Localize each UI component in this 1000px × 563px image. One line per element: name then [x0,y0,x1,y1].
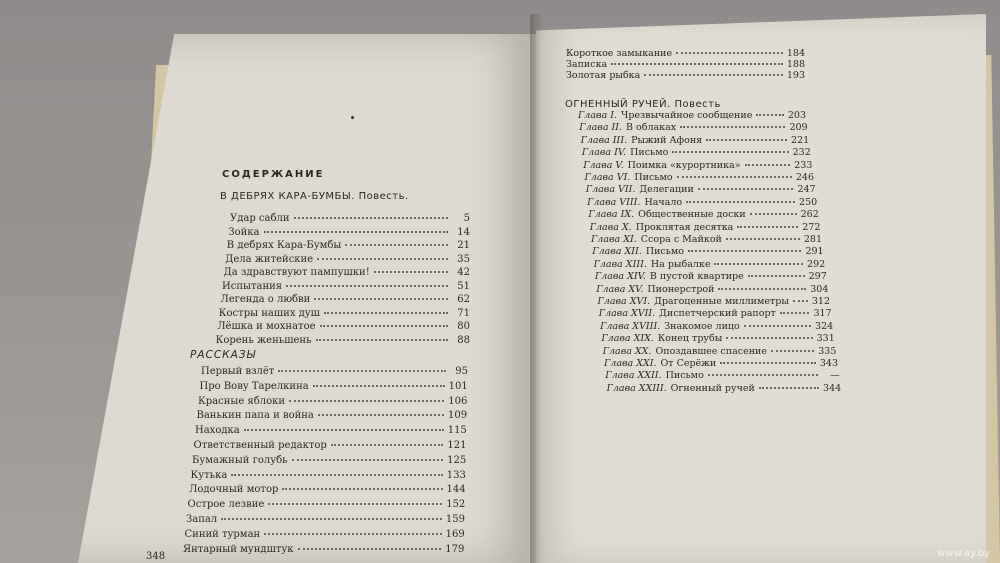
entry-title: Лодочный мотор [189,484,279,496]
dot-leader [644,73,783,76]
dot-leader [264,532,441,535]
toc-entry [578,109,806,122]
entry-page-number: 5 [463,213,470,224]
dot-leader [221,517,442,520]
chapter-number: Глава XI. [591,234,637,245]
entry-title: Письмо [645,246,685,258]
entry-page-number: 133 [446,469,466,481]
toc-entry [605,369,839,382]
entry-title: Испытания [222,280,283,292]
entry-page-number: 106 [448,395,468,407]
toc-entry [192,454,466,467]
chapter-number: Глава I. [578,110,617,121]
toc-entry [586,183,816,196]
entry-page-number: 184 [786,48,805,59]
toc-entry [604,357,838,370]
entry-title: Поимка «курортника» [627,159,741,171]
entry-title: Зойка [228,226,260,238]
entry-title: Проклятая десятка [635,221,734,233]
entry-title: На рыбалке [650,258,711,270]
entry-page-number: 144 [446,484,466,496]
dot-leader [745,163,791,166]
entry-page-number: 193 [786,70,805,81]
chapter-number: Глава III. [580,134,628,146]
dot-leader [345,243,448,246]
dot-leader [771,349,814,352]
entry-title: Драгоценные миллиметры [654,296,789,307]
entry-title: Удар сабли [230,213,290,224]
chapter-number: Глава V. [583,159,624,171]
entry-page-number: 312 [811,296,830,307]
dot-leader [324,311,448,314]
toc-entry [595,270,827,283]
toc-entry [194,439,467,452]
entry-page-number: 281 [803,234,822,245]
toc-entry [189,483,466,496]
entry-title: Легенда о любви [220,294,311,305]
entry-page-number: 344 [823,382,842,394]
toc-entry [185,528,465,541]
section-title-fire-stream: ОГНЕННЫЙ РУЧЕЙ. Повесть [565,99,721,110]
toc-entry [222,280,470,293]
entry-title: Первый взлёт [201,366,275,377]
toc-entry [197,409,468,422]
entry-title: В дебрях Кара-Бумбы [226,240,342,251]
toc-entry [225,253,470,266]
entry-title: Пионерстрой [647,283,715,295]
toc-entry [186,513,465,526]
toc-entry [201,365,468,378]
entry-title: Огненный ручей [670,382,755,394]
dot-leader [231,473,442,476]
ink-dot [351,116,354,119]
entry-page-number: 262 [800,209,819,221]
entry-title: Знакомое лицо [664,320,740,332]
chapter-number: Глава VIII. [587,196,641,208]
entry-page-number: 317 [813,308,832,320]
dot-leader [714,262,803,265]
entry-page-number: 101 [448,380,468,392]
section-title-stories: РАССКАЗЫ [190,349,257,361]
toc-entry [195,424,467,437]
entry-title: Находка [195,425,240,437]
entry-title: Костры наших душ [218,307,320,319]
dot-leader [244,428,444,431]
entry-title: В пустой квартире [649,271,744,283]
entry-page-number: 35 [457,253,470,265]
entry-page-number: 125 [447,454,467,466]
entry-page-number: 121 [447,440,467,451]
dot-leader [331,443,444,446]
entry-page-number: 304 [810,283,829,295]
entry-page-number: 80 [457,321,470,332]
dot-leader [282,487,442,490]
chapter-number: Глава XVIII. [600,320,661,332]
chapter-number: Глава VI. [584,172,631,183]
dot-leader [688,249,801,252]
toc-entry [601,332,834,345]
entry-title: Чрезвычайное сообщение [621,110,753,121]
toc-entry [200,380,468,393]
entry-page-number: 246 [795,172,814,183]
chapter-number: Глава X. [589,221,632,233]
page-number: 348 [146,551,166,562]
entry-page-number: 343 [819,358,838,369]
toc-entry [220,293,470,306]
entry-title: Красные яблоки [198,395,286,407]
toc-entry [224,266,470,279]
toc-entry [230,212,470,225]
dot-leader [744,324,811,327]
entry-page-number: 71 [457,307,470,319]
dot-leader [726,237,800,240]
dot-leader [686,200,795,203]
chapter-number: Глава XIV. [594,271,646,283]
toc-entry [227,239,470,252]
entry-title: Письмо [665,370,704,382]
dot-leader [316,338,448,341]
chapter-number: Глава XVII. [598,308,656,320]
entry-title: Да здравствуют пампушки! [223,267,370,278]
entry-page-number: 188 [786,59,805,70]
toc-entry [591,233,822,246]
section-title-kara-bumba: В ДЕБРЯХ КАРА-БУМБЫ. Повесть. [220,191,409,202]
entry-page-number: 324 [815,320,834,332]
dot-leader [750,212,797,215]
dot-leader [672,150,788,153]
entry-title: Начало [644,196,683,208]
dot-leader [289,399,444,402]
entry-page-number: 203 [787,110,806,121]
entry-page-number: 62 [457,294,470,305]
entry-page-number: 159 [445,514,465,525]
chapter-number: Глава VII. [585,184,636,196]
entry-page-number: 232 [792,147,811,159]
dot-leader [720,361,816,364]
dot-leader [314,297,448,300]
entry-page-number: 115 [447,425,467,437]
contents-heading: СОДЕРЖАНИЕ [222,169,325,180]
chapter-number: Глава II. [579,122,623,134]
toc-entry [600,320,833,333]
toc-entry [594,258,826,271]
toc-entry [566,69,805,82]
toc-entry [219,307,470,320]
entry-page-number: 179 [445,543,465,555]
entry-page-number: 272 [802,221,821,233]
entry-page-number: 233 [794,159,813,171]
entry-title: Золотая рыбка [566,70,641,81]
toc-entry [583,159,812,172]
entry-title: Острое лезвие [187,499,265,511]
toc-entry [599,307,832,320]
entry-title: Корень женьшень [215,334,312,346]
chapter-number: Глава XII. [592,246,642,258]
toc-entry [216,334,470,347]
entry-title: Письмо [634,172,673,183]
entry-page-number: — [830,370,840,382]
toc-entry [217,320,470,333]
dot-leader [680,125,785,128]
toc-entry [579,121,807,134]
entry-title: Делегации [639,184,694,196]
watermark: www.ay.by [937,548,990,559]
toc-entry [198,395,467,408]
dot-leader [611,62,783,65]
entry-title: Ответственный редактор [193,440,327,451]
dot-leader [677,175,792,178]
dot-leader [313,384,445,387]
entry-page-number: 209 [789,122,808,134]
entry-page-number: 95 [455,366,468,377]
toc-entry [590,221,821,234]
chapter-number: Глава XXIII. [606,382,667,394]
entry-title: Короткое замыкание [566,48,673,59]
entry-title: Синий турман [184,528,261,540]
entry-title: Ссора с Майкой [640,234,722,245]
entry-title: Янтарный мундштук [183,543,294,555]
entry-title: Диспетчерский рапорт [659,308,776,320]
entry-page-number: 51 [457,280,470,292]
toc-entry [581,134,810,147]
entry-title: Про Вову Тарелкина [199,380,309,392]
dot-leader [298,547,442,550]
dot-leader [759,386,819,389]
entry-page-number: 152 [446,499,466,511]
entry-title: Письмо [630,147,669,159]
toc-entry [228,226,470,239]
entry-title: Записка [566,59,608,70]
toc-entry [598,295,831,308]
toc-entry [588,208,818,221]
entry-title: В облаках [626,122,677,134]
entry-title: Общественные доски [638,209,746,221]
entry-title: Бумажный голубь [192,454,288,466]
entry-title: Ванькин папа и война [196,410,314,422]
chapter-number: Глава XX. [602,345,652,357]
entry-page-number: 297 [808,271,827,283]
entry-page-number: 250 [799,196,818,208]
entry-page-number: 169 [445,528,465,540]
dot-leader [320,324,448,327]
entry-title: Опоздавшее спасение [655,345,767,357]
dot-leader [698,187,794,190]
dot-leader [264,230,448,233]
entry-page-number: 291 [805,246,824,258]
chapter-number: Глава XVI. [597,296,651,307]
dot-leader [780,311,810,314]
entry-page-number: 42 [457,267,470,278]
toc-entry [603,345,837,358]
entry-page-number: 221 [791,134,810,146]
entry-page-number: 88 [457,334,470,346]
entry-page-number: 109 [448,410,468,422]
dot-leader [294,216,448,219]
chapter-number: Глава XV. [596,283,644,295]
entry-page-number: 292 [807,258,826,270]
entry-title: Запал [186,514,218,525]
entry-title: Кутька [190,469,228,481]
chapter-number: Глава XIII. [593,258,647,270]
dot-leader [748,274,805,277]
chapter-number: Глава IV. [581,147,627,159]
dot-leader [793,299,808,302]
entry-page-number: 247 [797,184,816,196]
dot-leader [708,373,818,376]
entry-title: Дела житейские [225,253,314,265]
chapter-number: Глава XIX. [601,333,654,345]
entry-page-number: 21 [457,240,470,251]
toc-entry [607,382,842,395]
toc-entry [188,498,466,511]
toc-entry [582,146,811,159]
dot-leader [676,51,783,54]
dot-leader [726,336,812,339]
toc-entry [585,171,815,184]
dot-leader [317,257,448,260]
entry-title: Лёшка и мохнатое [217,321,316,332]
dot-leader [374,270,448,273]
entry-title: Рыжий Афоня [631,134,703,146]
toc-entry [592,245,823,258]
toc-entry [596,283,828,296]
toc-entry [587,196,817,209]
book-gutter [530,14,542,563]
dot-leader [292,458,443,461]
entry-page-number: 331 [816,333,835,345]
dot-leader [286,284,448,287]
entry-page-number: 14 [457,226,470,238]
toc-entry [183,543,464,556]
dot-leader [706,138,787,141]
dot-leader [718,287,806,290]
dot-leader [268,502,442,505]
dot-leader [756,113,784,116]
dot-leader [737,225,798,228]
dot-leader [278,369,446,372]
entry-page-number: 335 [818,345,837,357]
toc-entry [191,469,466,482]
entry-title: От Серёжи [660,358,717,369]
chapter-number: Глава XXII. [605,370,662,382]
dot-leader [318,413,444,416]
chapter-number: Глава XXI. [604,358,657,369]
entry-title: Конец трубы [657,333,723,345]
chapter-number: Глава IX. [588,209,635,221]
